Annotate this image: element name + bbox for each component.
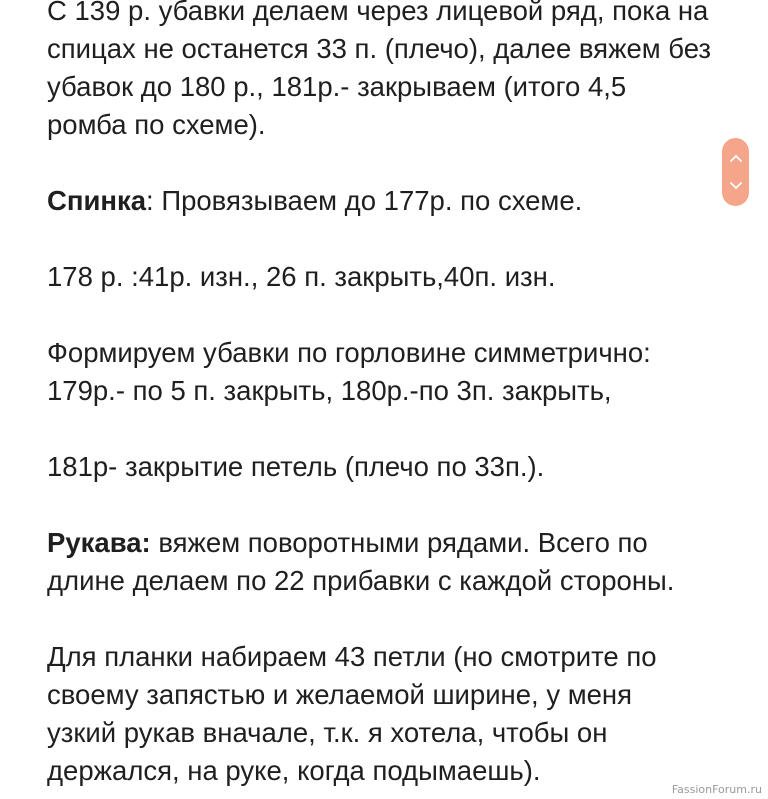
paragraph-shoulder: [47, 0, 727, 144]
chevron-down-icon[interactable]: [730, 182, 742, 190]
text-line: своему запястью и желаемой ширине, у меня: [47, 679, 632, 710]
watermark: FassionForum.ru: [671, 783, 762, 796]
text-line: ромба по схеме).: [47, 109, 266, 140]
text-line: узкий рукав вначале, т.к. я хотела, чтобы он: [47, 717, 608, 748]
section-heading-back: Спинка: [47, 185, 147, 216]
text-fragment: вяжем поворотными рядами. Всего по: [150, 527, 648, 558]
scroll-control[interactable]: [722, 138, 749, 206]
paragraph-row-178: [47, 258, 727, 296]
paragraph-back: [47, 182, 727, 220]
paragraph-cuff: [47, 638, 727, 790]
paragraph-neckline: [47, 334, 727, 410]
text-line: 178 р. :41р. изн., 26 п. закрыть,40п. изн.: [47, 261, 556, 292]
text-line: держался, на руке, когда подымаешь).: [47, 755, 541, 786]
text-line: 181р- закрытие петель (плечо по 33п.).: [47, 451, 545, 482]
paragraph-row-181: [47, 448, 727, 486]
paragraph-sleeves: [47, 524, 727, 600]
text-line: Для планки набираем 43 петли (но смотрите по: [47, 641, 657, 672]
text-line: 179р.- по 5 п. закрыть, 180р.-по 3п. закрыть,: [47, 375, 612, 406]
text-line: спицах не останется 33 п. (плечо), далее вяжем без: [47, 33, 712, 64]
text-fragment: : Провязываем до 177р. по схеме.: [146, 185, 583, 216]
text-line: длине делаем по 22 прибавки с каждой стороны.: [47, 565, 675, 596]
text-line: убавок до 180 р., 181р.- закрываем (итого 4,5: [47, 71, 627, 102]
chevron-up-icon[interactable]: [730, 154, 742, 162]
text-line: С 139 р. убавки делаем через лицевой ряд, пока на: [47, 0, 709, 26]
section-heading-sleeves: Рукава:: [47, 527, 151, 558]
text-line: Формируем убавки по горловине симметрично:: [47, 337, 651, 368]
document-text: [47, 0, 727, 790]
text-line: [47, 182, 727, 220]
text-line: [47, 524, 727, 562]
